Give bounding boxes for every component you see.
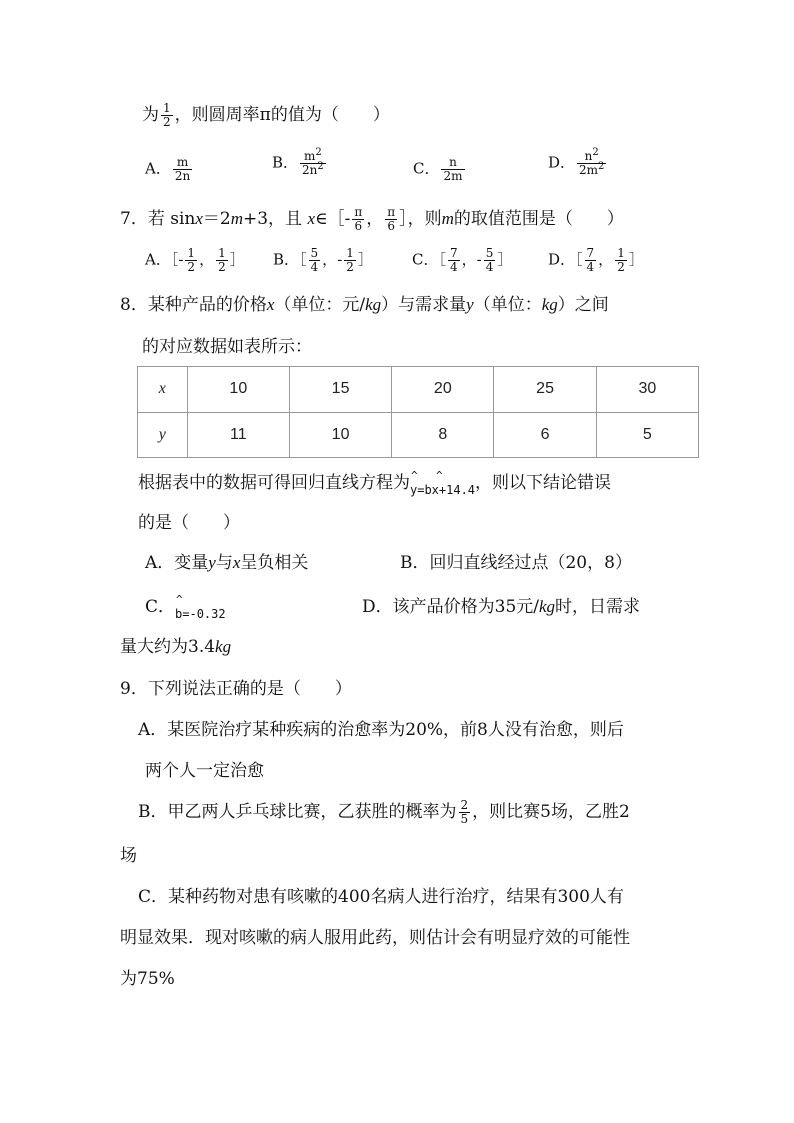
b-probability-fraction [459, 799, 471, 826]
frac-den: 2 [187, 260, 196, 274]
q9-option-a-line2 [145, 760, 264, 782]
hat-mark: ^ [436, 469, 443, 482]
table-cell: 30 [596, 367, 698, 413]
frac-num: 7 [586, 246, 595, 260]
frac-den: 4 [449, 260, 458, 274]
q6-option-c[interactable] [413, 156, 467, 183]
q8-stem-line4 [138, 512, 240, 534]
frac-den: 2 [218, 260, 226, 274]
text: B．甲乙两人乒乓球比赛，乙获胜的概率为 [138, 802, 457, 822]
text: 时，日需求 [555, 597, 641, 617]
den-sup: 2 [598, 161, 605, 172]
separator: ， [461, 250, 477, 269]
frac-num: 1 [346, 246, 354, 260]
var-m: m [230, 209, 243, 228]
q9-option-b[interactable] [138, 799, 630, 826]
num-sup: 2 [315, 147, 322, 158]
frac-num [175, 156, 190, 169]
den-text: 2n [174, 169, 191, 183]
q9-option-c-line3 [120, 968, 175, 990]
frac-den: 4 [586, 260, 595, 274]
q8-option-d[interactable] [362, 596, 640, 618]
frac-num: 1 [187, 246, 196, 260]
q6-stem-fraction [161, 102, 173, 129]
q7-option-b[interactable] [273, 247, 373, 274]
frac-num: 5 [310, 246, 319, 260]
den-text: 2n [302, 163, 318, 177]
den-text: 2m [443, 169, 463, 183]
var-x: x [232, 553, 241, 572]
frac-num: 1 [163, 101, 171, 115]
den-sup: 2 [317, 161, 324, 172]
data-table [137, 366, 699, 458]
var-m: m [441, 209, 454, 228]
bracket-close: ］ [229, 250, 245, 269]
option-label: D．［ [548, 250, 583, 269]
option-label: B．［ [273, 250, 307, 269]
q7-fraction-1 [352, 206, 364, 233]
text: ）之间 [557, 295, 609, 315]
frac-den: 6 [354, 219, 363, 233]
q6-option-a[interactable] [145, 156, 194, 183]
slope-value [175, 593, 226, 625]
option-label: A．［ [145, 250, 179, 269]
q7-text-f: 的取值范围是（ ） [453, 209, 624, 229]
frac-num: 2 [460, 798, 469, 812]
var-y: y [466, 295, 474, 314]
text: B．回归直线经过点（20，8） [400, 553, 632, 573]
text: 两个人一定治愈 [145, 761, 264, 781]
text: ，则比赛5场，乙胜2 [472, 802, 630, 822]
q9-option-c[interactable] [138, 886, 624, 908]
var-y: y [208, 553, 216, 572]
q9-option-b-line2 [120, 845, 137, 867]
frac-den [577, 163, 606, 177]
unit-kg: kg [215, 637, 232, 656]
q7-text-b: ＝2 [202, 209, 231, 229]
text: 为75% [120, 969, 175, 989]
minus-sign: - [344, 209, 351, 229]
bracket-close: ］ [357, 250, 373, 269]
q8-stem-line2 [142, 336, 312, 358]
sign: - [337, 250, 343, 269]
den-text: 2m [579, 163, 599, 177]
table-cell: 15 [289, 367, 391, 413]
q9-option-c-line2 [120, 927, 630, 949]
text: 与 [215, 553, 233, 573]
table-cell: 8 [392, 412, 494, 458]
table-cell: 10 [187, 367, 289, 413]
frac-den: 2 [617, 260, 625, 274]
option-fraction [300, 147, 326, 177]
var-x: x [266, 295, 275, 314]
q7-option-a[interactable] [145, 247, 245, 274]
frac-den: 4 [485, 260, 494, 274]
option-label: C． [145, 597, 176, 617]
q6-stem-prefix: 为 [142, 105, 159, 125]
frac-den [300, 163, 326, 177]
q7-text-e: ］，则 [399, 209, 442, 229]
table-cell: 10 [289, 412, 391, 458]
text: D．该产品价格为35元/ [362, 597, 539, 617]
q8-option-a[interactable] [145, 552, 308, 574]
q6-option-b[interactable] [272, 147, 328, 177]
text: 8．某种产品的价格 [120, 295, 267, 315]
q6-stem-suffix: ，则圆周率π的值为（ ） [174, 105, 390, 125]
q8-option-b[interactable] [400, 552, 632, 574]
text: 的是（ ） [138, 513, 240, 533]
text: 场 [120, 846, 137, 866]
frac-num: 1 [218, 246, 226, 260]
table-cell: 20 [392, 367, 494, 413]
table-row [138, 412, 699, 458]
q7-text-c: +3，且 [243, 209, 308, 229]
text: 量大约为3.4 [120, 637, 216, 657]
separator: ， [322, 250, 338, 269]
frac-num: 7 [449, 246, 458, 260]
num-text: m [176, 155, 189, 169]
unit-kg: kg [365, 295, 382, 314]
q7-fraction-2 [385, 206, 397, 233]
bracket-close: ］ [628, 250, 644, 269]
q8-option-c[interactable] [145, 593, 226, 625]
text: 呈负相关 [240, 553, 309, 573]
var-x: x [307, 209, 316, 228]
option-label: B． [272, 153, 299, 172]
hat-mark: ^ [411, 469, 418, 482]
q8-stem-line3 [138, 469, 612, 501]
frac-num: π [387, 205, 396, 219]
separator: ， [598, 250, 614, 269]
frac-den [441, 169, 464, 183]
option-label: C． [413, 159, 440, 178]
option-fraction-b [615, 247, 627, 274]
text: （单位： [473, 295, 542, 315]
num-sup: 2 [592, 147, 599, 158]
q6-option-d[interactable] [548, 147, 608, 177]
num-text: m [304, 149, 316, 163]
text: 根据表中的数据可得回归直线方程为 [138, 473, 410, 493]
option-fraction-a [585, 247, 597, 274]
table-row-header: x [138, 367, 188, 413]
unit-kg: kg [539, 597, 556, 616]
option-fraction-b [484, 247, 496, 274]
text: ）与需求量 [381, 295, 467, 315]
separator: ， [366, 209, 384, 229]
table-cell: 11 [187, 412, 289, 458]
option-fraction [441, 156, 464, 183]
frac-den: 6 [387, 219, 396, 233]
text: 9．下列说法正确的是（ ） [120, 679, 352, 699]
q7-option-d[interactable] [548, 247, 644, 274]
table-cell: 5 [596, 412, 698, 458]
option-fraction-a [309, 247, 321, 274]
table-cell: 25 [494, 367, 596, 413]
table-cell: 6 [494, 412, 596, 458]
frac-num [447, 156, 459, 169]
frac-den [173, 169, 192, 183]
q7-stem [120, 206, 624, 233]
frac-den: 2 [346, 260, 354, 274]
unit-kg: kg [541, 295, 558, 314]
equation-text: b=-0.32 [175, 607, 226, 621]
option-fraction-a [185, 247, 197, 274]
frac-den: 4 [310, 260, 319, 274]
text: A．某医院治疗某种疾病的治愈率为20%，前8人没有治愈，则后 [138, 720, 624, 740]
sign: - [476, 250, 482, 269]
frac-num: 5 [485, 246, 494, 260]
separator: ， [199, 250, 215, 269]
text: 明显效果．现对咳嗽的病人服用此药，则估计会有明显疗效的可能性 [120, 928, 630, 948]
hat-mark: ^ [176, 593, 183, 606]
text: （单位：元/ [274, 295, 366, 315]
option-label: C．［ [412, 250, 446, 269]
num-text: n [584, 149, 593, 163]
frac-num: 1 [617, 246, 625, 260]
text: 的对应数据如表所示： [142, 337, 312, 357]
sign: - [178, 250, 184, 269]
q7-text-d: ∈［ [315, 209, 345, 229]
num-text: n [449, 155, 457, 169]
table-row-header: y [138, 412, 188, 458]
q9-stem [120, 678, 352, 700]
option-fraction [577, 147, 606, 177]
option-label: D． [548, 153, 576, 172]
table-row [138, 367, 699, 413]
text: ，则以下结论错误 [475, 473, 612, 493]
q8-option-d-line2 [120, 636, 231, 658]
option-fraction-b [216, 247, 228, 274]
q6-stem [142, 102, 390, 129]
option-fraction-a [448, 247, 460, 274]
bracket-close: ］ [497, 250, 513, 269]
q8-stem-line1 [120, 294, 609, 316]
regression-equation [410, 469, 476, 501]
q9-option-a[interactable] [138, 719, 624, 741]
frac-den: 5 [460, 812, 469, 826]
option-fraction-b [344, 247, 356, 274]
var-x: x [195, 209, 203, 228]
frac-den: 2 [163, 115, 171, 129]
q7-option-c[interactable] [412, 247, 512, 274]
text: C．某种药物对患有咳嗽的400名病人进行治疗，结果有300人有 [138, 887, 624, 907]
option-fraction [173, 156, 192, 183]
text: A．变量 [145, 553, 209, 573]
frac-num: π [354, 205, 363, 219]
option-label: A． [145, 159, 171, 178]
equation-text: y=bx+14.4 [410, 483, 476, 497]
q7-text-a: 7．若 sin [120, 209, 196, 229]
